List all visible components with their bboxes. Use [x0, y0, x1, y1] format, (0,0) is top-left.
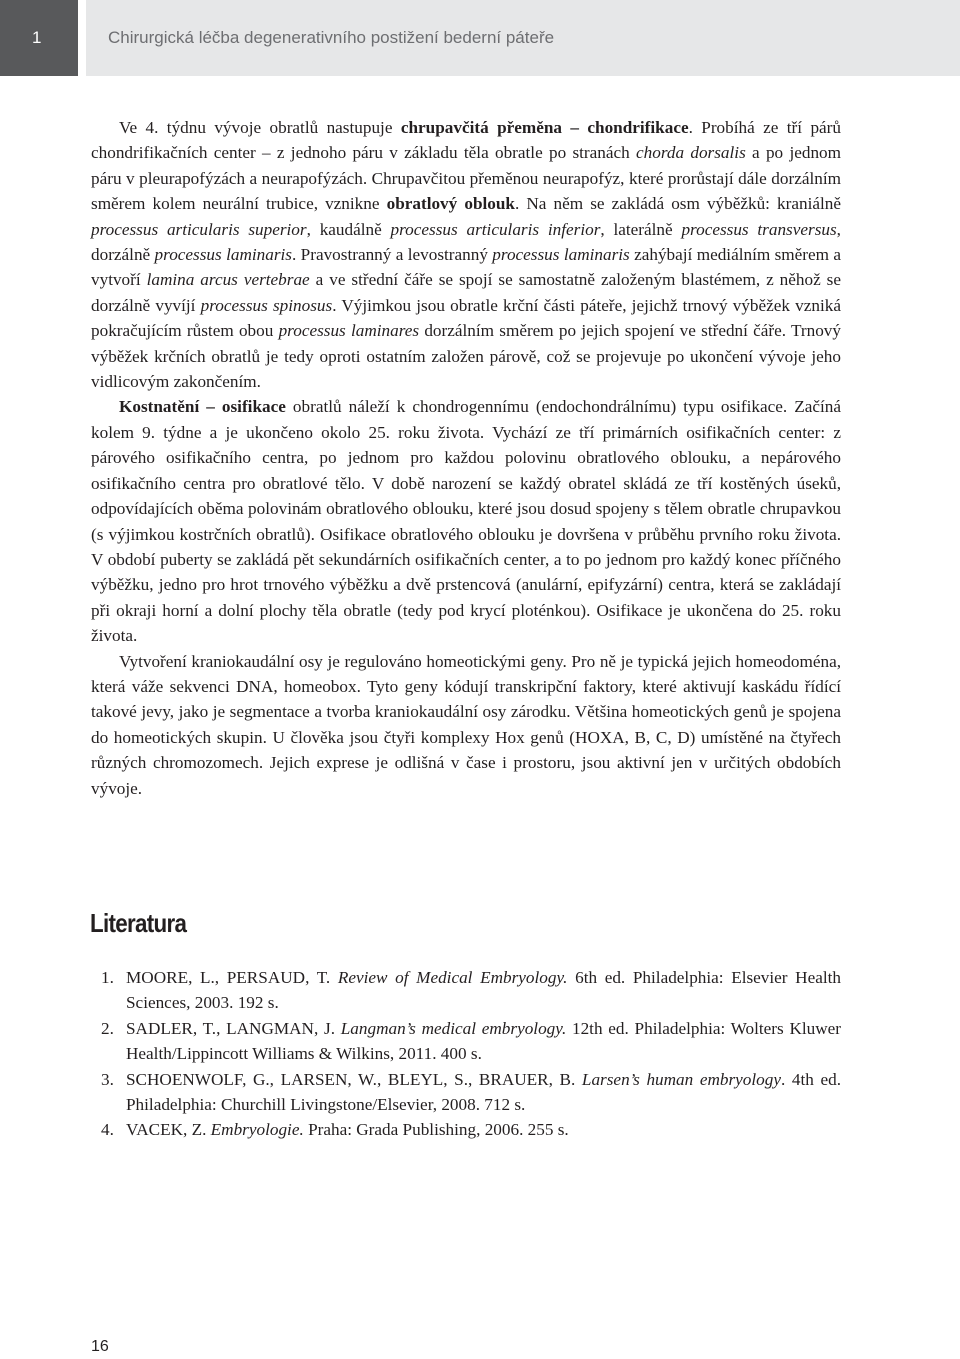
text-run: MOORE, L., PERSAUD, T.: [126, 968, 338, 987]
text-run: . Výjimkou jsou obratle krční části páteře, jejichž trnový výběžek vzniká pokračujícím růstem obou: [91, 295, 841, 341]
italic-term: processus transversus: [681, 219, 837, 239]
reference-list: [91, 965, 841, 1143]
italic-term: Larsen’s human embryology: [581, 1069, 781, 1089]
text-run: 12th ed. Philadelphia: Wolters Kluwer Health/Lippincott Williams & Wilkins, 2011. 400 s.: [126, 1018, 841, 1064]
text-run: SCHOENWOLF, G., LARSEN, W., BLEYL, S., BRAUER, B.: [126, 1069, 582, 1089]
italic-term: lamina arcus vertebrae: [146, 270, 310, 290]
paragraph: [91, 649, 841, 801]
italic-term: processus laminares: [278, 321, 420, 341]
text-run: SADLER, T., LANGMAN, J.: [126, 1018, 341, 1038]
text-run: obratlů náleží k chondrogennímu (endochondrálnímu) typu osifikace. Začíná kolem 9. týdne a je ukončeno okolo 25. roku života. Vychází ze tří primárních osifikačních center: z párového osifikačního centra, po jednom pro každou polovinu obratlového oblouku, a nepárového osifikačního centra pro obratlové tělo. V době narození se každý obratel skládá ze tří kostěných úseků, odpovídajících oběma polovinám obratlového oblouku, které jsou dosud spojeny s tělem obratle chrupavkou (s výjimkou kostrčních obratlů). Osifikace obratlového oblouku je dovršena v průběhu prvního roku života. V období puberty se zakládá pět sekundárních osifikačních center, a to po jednom pro každý konec příčného výběžku, jedno pro hrot trnového výběžku a dvě prstencová (anulární, epifyzární) centra, která se zakládají při okraji horní a dolní plochy těla obratle (tedy pod krycí ploténkou). Osifikace je ukončena do 25. roku života.: [91, 397, 841, 646]
reference-item: [91, 1016, 841, 1067]
italic-term: chorda dorsalis: [636, 143, 746, 163]
bold-term: chrupavčitá přeměna – chondrifikace: [400, 118, 689, 137]
reference-number: 3.: [101, 1069, 114, 1089]
text-run: . Probíhá ze tří párů chondrifikačních center – z jednoho páru v základu těla obratle po stranách: [91, 118, 841, 163]
literature-heading: Literatura: [90, 908, 187, 938]
text-run: a po jednom páru v pleurapofýzách a neurapofýzách. Chrupavčitou přeměnou neurapofýz, které prorůstají dále dorzálním směrem kolem neurální trubice, vznikne: [91, 143, 841, 214]
reference-item: [91, 965, 841, 1016]
text-run: 6th ed. Philadelphia: Elsevier Health Sciences, 2003. 192 s.: [126, 968, 841, 1013]
reference-number: 1.: [101, 968, 114, 987]
italic-term: processus laminaris: [154, 245, 292, 265]
italic-term: processus articularis superior: [91, 219, 307, 239]
paragraph: [91, 394, 841, 648]
chapter-title: Chirurgická léčba degenerativního postižení bederní páteře: [108, 28, 555, 47]
italic-term: processus articularis inferior: [390, 219, 601, 239]
text-run: Ve 4. týdnu vývoje obratlů nastupuje: [119, 118, 401, 137]
italic-term: processus laminaris: [492, 245, 630, 265]
bold-term: obratlový oblouk: [386, 194, 515, 214]
italic-term: Langman’s medical embryology.: [340, 1018, 567, 1038]
text-run: . Na něm se zakládá osm výběžků: kraniálně: [515, 194, 841, 214]
reference-item: [91, 1067, 841, 1118]
text-run: , dorzálně: [91, 219, 841, 265]
chapter-number: 1: [0, 0, 78, 76]
text-run: . 4th ed. Philadelphia: Churchill Livingstone/Elsevier, 2008. 712 s.: [126, 1069, 841, 1115]
text-run: , laterálně: [600, 219, 682, 239]
body-text: [91, 115, 841, 801]
reference-item: [91, 1117, 841, 1142]
running-header: [86, 0, 960, 76]
text-run: VACEK, Z.: [126, 1120, 211, 1140]
text-run: Vytvoření kraniokaudální osy je regulováno homeotickými geny. Pro ně je typická jejich homeodoména, která váže sekvenci DNA, homeobox. Tyto geny kódují transkripční faktory, které aktivují kaskádu řídící takové jevy, jako je segmentace a tvorba kraniokaudální osy zárodku. Většina homeotických genů je spojena do homeotických skupin. U člověka jsou čtyři komplexy Hox genů (HOXA, B, C, D) umístěné na čtyřech různých chromozomech. Jejich exprese je odlišná v čase i prostoru, jsou aktivní jen v určitých obdobích vývoje.: [91, 651, 841, 798]
text-run: a ve střední čáře se spojí se samostatně založeným blastémem, z něhož se dorzálně vyvíjí: [91, 270, 841, 315]
reference-number: 4.: [101, 1120, 114, 1140]
reference-number: 2.: [101, 1018, 114, 1038]
text-run: dorzálním směrem po jejich spojení ve střední čáře. Trnový výběžek krčních obratlů je tedy oproti ostatním založen párově, což se projevuje po ukončení vývoje jeho vidlicovým zakončením.: [91, 321, 841, 392]
italic-term: Review of Medical Embryology.: [337, 968, 568, 987]
text-run: zahýbají mediálním směrem a vytvoří: [91, 245, 841, 290]
page-number: 16: [91, 1338, 109, 1355]
paragraph: [91, 115, 841, 394]
text-run: . Pravostranný a levostranný: [291, 245, 493, 265]
text-run: , kaudálně: [306, 219, 391, 239]
bold-term: Kostnatění – osifikace: [119, 397, 286, 417]
italic-term: Embryologie.: [210, 1120, 304, 1140]
italic-term: processus spinosus: [200, 295, 333, 315]
text-run: Praha: Grada Publishing, 2006. 255 s.: [303, 1120, 569, 1140]
